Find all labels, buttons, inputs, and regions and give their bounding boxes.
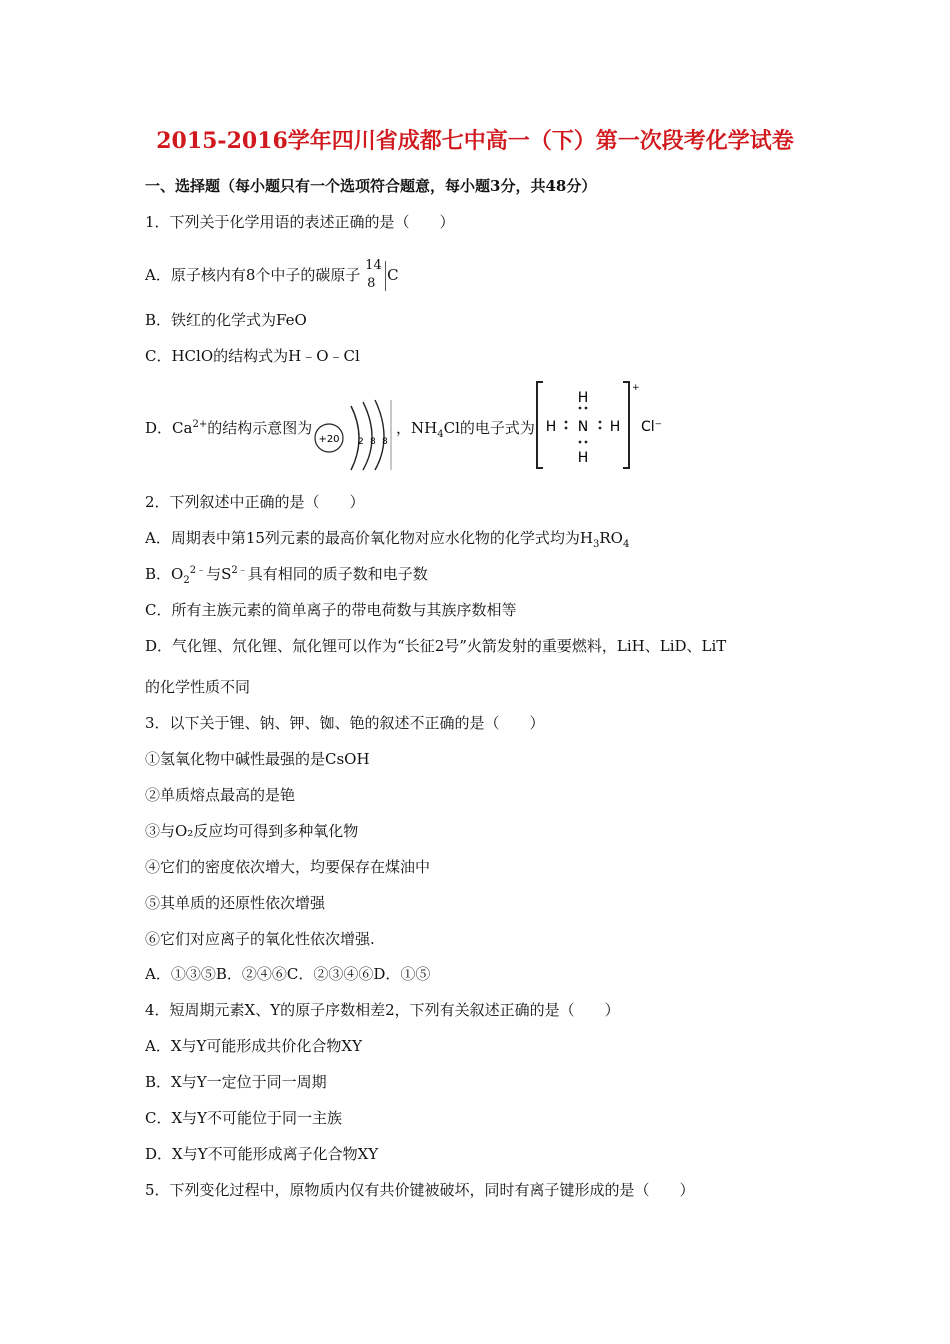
shell-count-2: 8: [370, 437, 376, 447]
q3-item: ①氢氧化物中碱性最强的是CsOH: [145, 750, 370, 768]
section-heading: 一、选择题（每小题只有一个选项符合题意，每小题3分，共48分）: [145, 177, 597, 195]
q3-item: ③与O₂反应均可得到多种氧化物: [145, 822, 359, 840]
q3-item: ⑥它们对应离子的氧化性依次增强.: [145, 930, 375, 948]
q2-option-d-line1: D．气化锂、氘化锂、氚化锂可以作为“长征2号”火箭发射的重要燃料，LiH、LiD、LiT: [145, 637, 727, 655]
q1-d-nh: ，NH: [396, 419, 438, 437]
q2-a-ro: RO: [599, 529, 623, 547]
charge-plus: +: [632, 383, 640, 393]
q2-a-sub2: 4: [622, 539, 630, 550]
q1-option-b: B．铁红的化学式为FeO: [145, 311, 307, 329]
nucleus-charge: +20: [318, 434, 340, 445]
ca-ion-structure-diagram: [311, 398, 393, 472]
h-right: H: [609, 419, 621, 435]
q3-item: ④它们的密度依次增大，均要保存在煤油中: [145, 858, 431, 876]
q3-options: A．①③⑤B．②④⑥C．②③④⑥D．①⑤: [145, 965, 431, 983]
nuclide-number: 8: [367, 276, 376, 291]
q1-option-a-text: A．原子核内有8个中子的碳原子: [145, 266, 361, 284]
page-title: 2015-2016学年四川省成都七中高一（下）第一次段考化学试卷: [156, 128, 794, 154]
q1-option-d-part1: [145, 418, 312, 438]
q2-b-s-charge: 2﹣: [231, 565, 248, 576]
q1-d-text2: Cl的电子式为: [443, 419, 535, 437]
shell-arc-2: [363, 402, 372, 470]
left-bracket: [537, 382, 543, 468]
shell-count-3: 8: [382, 437, 388, 447]
q1-option-a: [145, 258, 399, 293]
q1-d-ca: D．Ca: [145, 419, 193, 437]
nh4cl-electron-formula: [533, 380, 667, 472]
nuclide-mass: 14: [365, 258, 382, 273]
q2-b-o-charge: 2﹣: [189, 565, 207, 576]
n-center: N: [577, 419, 589, 435]
q2-option-d-line2: 的化学性质不同: [145, 678, 251, 696]
q3-item: ⑤其单质的还原性依次增强: [145, 894, 326, 912]
q3-item: ②单质熔点最高的是铯: [145, 786, 296, 804]
shell-count-1: 2: [358, 437, 364, 447]
q5-stem: 5．下列变化过程中，原物质内仅有共价键被破坏，同时有离子键形成的是（ ）: [145, 1181, 695, 1199]
q2-stem: 2．下列叙述中正确的是（ ）: [145, 493, 365, 511]
q4-option-d: D．X与Y不可能形成离子化合物XY: [145, 1145, 379, 1163]
q2-b-o: B．O: [145, 565, 184, 583]
h-top: H: [577, 390, 589, 406]
q1-option-c: C．HClO的结构式为H﹣O﹣Cl: [145, 347, 360, 365]
q1-d-ca-charge: 2+: [192, 419, 208, 430]
q4-option-b: B．X与Y一定位于同一周期: [145, 1073, 327, 1091]
q1-option-d-part2: [396, 418, 535, 438]
q2-b-text: 具有相同的质子数和电子数: [247, 565, 428, 583]
q1-d-text: 的结构示意图为: [207, 419, 313, 437]
q2-option-c: C．所有主族元素的简单离子的带电荷数与其族序数相等: [145, 601, 517, 619]
q4-stem: 4．短周期元素X、Y的原子序数相差2，下列有关叙述正确的是（ ）: [145, 1001, 620, 1019]
q2-option-b: [145, 564, 428, 584]
chloride-ion: Cl⁻: [641, 419, 663, 435]
nuclide-symbol: [365, 259, 387, 293]
q1-stem: 1．下列关于化学用语的表述正确的是（ ）: [145, 213, 455, 231]
q2-b-o-sub: 2: [183, 575, 190, 586]
q1-d-nh-sub: 4: [437, 429, 444, 440]
q4-option-c: C．X与Y不可能位于同一主族: [145, 1109, 343, 1127]
nuclide-bar: [385, 261, 386, 291]
q2-a-text: A．周期表中第15列元素的最高价氧化物对应水化物的化学式均为H: [145, 529, 594, 547]
q3-stem: 3．以下关于锂、钠、钾、铷、铯的叙述不正确的是（ ）: [145, 714, 545, 732]
h-bottom: H: [577, 450, 589, 466]
right-bracket: [623, 382, 629, 468]
q4-option-a: A．X与Y可能形成共价化合物XY: [145, 1037, 362, 1055]
shell-arc-3: [375, 400, 384, 470]
q2-b-s: 与S: [206, 565, 232, 583]
q2-a-sub1: 3: [593, 539, 600, 550]
q2-option-a: [145, 528, 629, 548]
nuclide-element: C: [387, 266, 399, 284]
h-left: H: [545, 419, 557, 435]
